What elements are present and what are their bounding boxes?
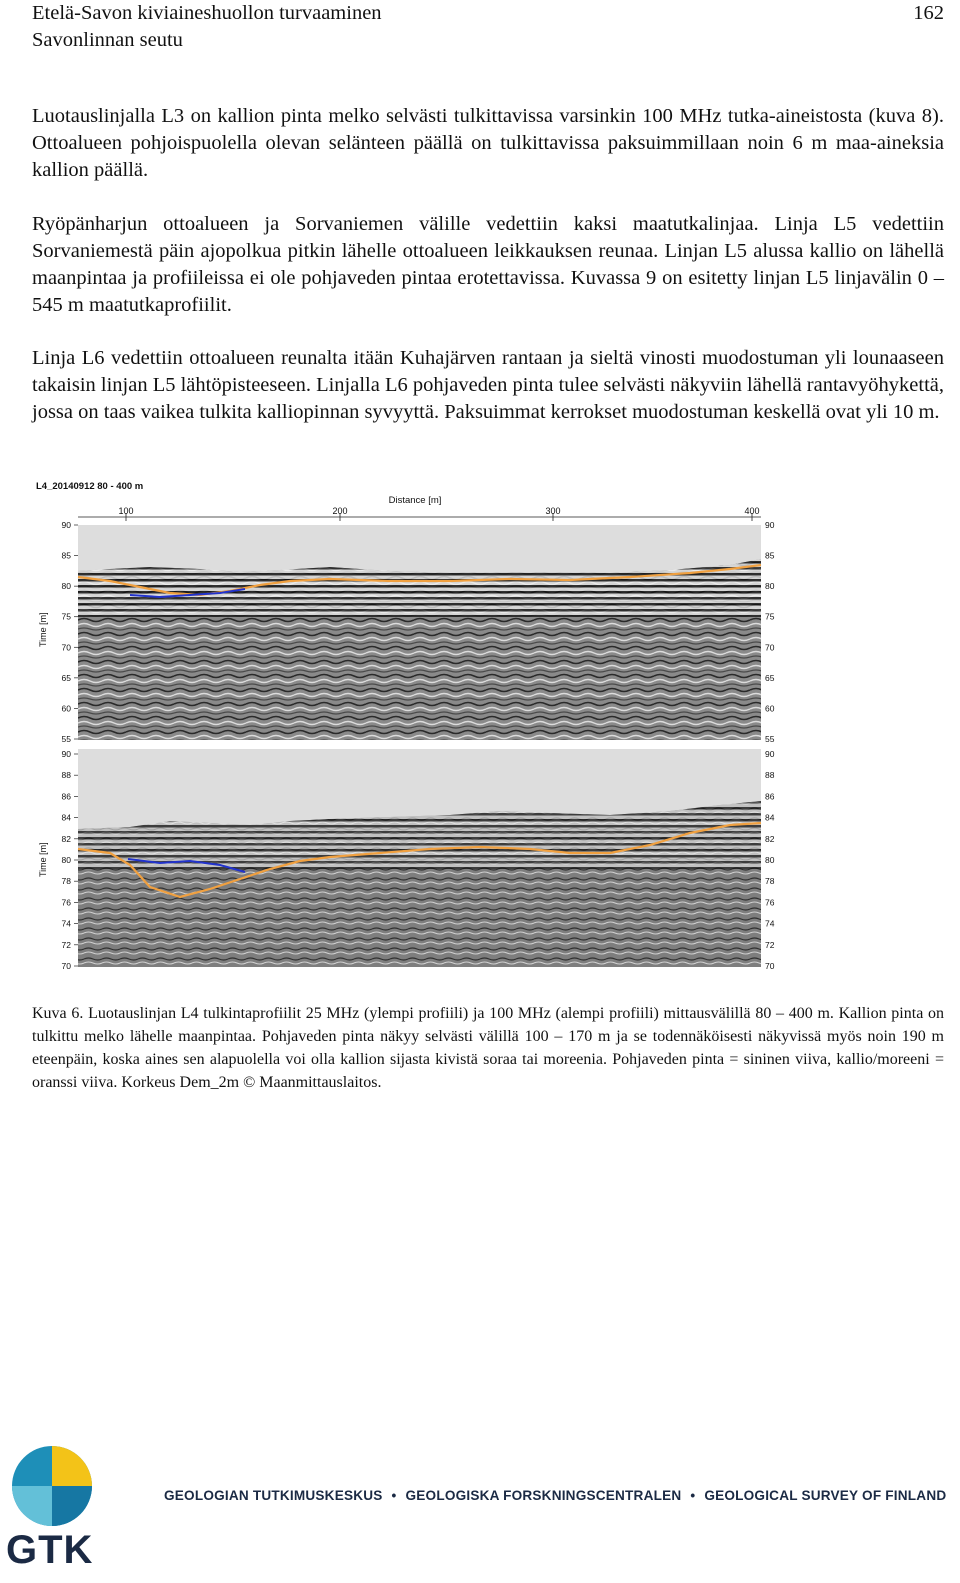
air-layer-top: [78, 525, 761, 573]
y-tick-label-right: 78: [765, 876, 775, 887]
body-paragraph-2: Ryöpänharjun ottoalueen ja Sorvaniemen välille vedettiin kaksi maatutkalinjaa. Linja L5 vedettiin Sorvaniemestä päin ajopolkua pitkin lähelle ottoalueen leikkauksen reunaa. Linjan L5 alussa kallio on lähellä maanpintaa ja profiileissa ei ole pohjaveden pintaa erotettavissa. Kuvassa 9 on esitetty linjan L5 linjavälin 0 – 545 m maatutkaprofiilit.: [32, 213, 944, 316]
x-axis-label: Distance [m]: [388, 495, 442, 506]
caption-label: Kuva 6.: [32, 1005, 84, 1022]
y-tick-label-left: 80: [61, 581, 71, 592]
y-tick-label-left: 60: [61, 703, 71, 714]
y-tick-label-right: 90: [765, 749, 775, 759]
y-tick-label-left: 72: [61, 939, 71, 950]
y-tick-label-left: 75: [61, 611, 71, 622]
y-tick-label-right: 88: [765, 770, 775, 781]
body-paragraph-3: Linja L6 vedettiin ottoalueen reunalta itään Kuhajärven rantaan ja sieltä vinosti muodostuman yli lounaaseen takaisin linjan L5 lähtöpisteeseen. Linjalla L6 pohjaveden pinta tulee selvästi näkyviin lähellä rantavyöhykettä, jossa on taas vaikea tulkita kalliopinnan syvyyttä. Paksuimmat kerrokset muodostuman keskellä ovat yli 10 m.: [32, 347, 944, 423]
y-tick-label-left: 74: [61, 918, 71, 929]
y-tick-label-right: 84: [765, 812, 775, 823]
page-footer: [0, 1440, 960, 1583]
org-separator-1: •: [391, 1488, 397, 1503]
y-tick-label-right: 86: [765, 791, 775, 802]
y-tick-label-right: 65: [765, 672, 775, 683]
y-tick-label-right: 82: [765, 833, 775, 844]
body-paragraph-1: Luotauslinjalla L3 on kallion pinta melko selvästi tulkittavissa varsinkin 100 MHz tutka-aineistosta (kuva 8). Ottoalueen pohjoispuolella olevan selänteen päällä on tulkittavissa paksuimmillaan noin 6 m maa-aineksia kallion päällä.: [32, 105, 944, 181]
y-tick-label-right: 80: [765, 581, 775, 592]
y-tick-label-right: 80: [765, 855, 775, 865]
y-tick-label-right: 55: [765, 734, 775, 744]
gpr-profile-svg: [30, 477, 790, 977]
y-tick-label-left: 76: [61, 897, 71, 908]
y-tick-label-left: 70: [61, 642, 71, 653]
org-name-fi: GEOLOGIAN TUTKIMUSKESKUS: [164, 1488, 383, 1503]
page-header: [32, 0, 944, 54]
organization-names: [164, 1488, 946, 1503]
x-tick-label: 100: [118, 506, 134, 516]
y-axis-label-bottom: Time [m]: [38, 842, 48, 877]
org-name-en: GEOLOGICAL SURVEY OF FINLAND: [704, 1488, 947, 1503]
org-separator-2: •: [690, 1488, 696, 1503]
gpr-profile-figure: [30, 477, 790, 977]
y-tick-label-left: 82: [61, 833, 71, 844]
y-tick-label-right: 74: [765, 918, 775, 929]
y-tick-label-left: 70: [61, 961, 71, 971]
figure-caption: [32, 1002, 944, 1094]
x-tick-label: 400: [744, 506, 760, 516]
x-tick-label: 300: [545, 506, 561, 516]
y-tick-label-left: 80: [61, 855, 71, 865]
y-tick-label-right: 70: [765, 961, 775, 971]
y-tick-label-left: 55: [61, 734, 71, 744]
header-title: Etelä-Savon kiviaineshuollon turvaaminen: [32, 2, 382, 24]
page-number: 162: [913, 2, 944, 24]
y-axis-label-top: Time [m]: [38, 612, 48, 647]
header-subtitle: Savonlinnan seutu: [32, 29, 183, 51]
y-tick-label-right: 70: [765, 642, 775, 653]
y-tick-label-left: 90: [61, 520, 71, 530]
y-tick-label-left: 90: [61, 749, 71, 759]
y-tick-label-right: 90: [765, 520, 775, 530]
gtk-globe-logo: [10, 1442, 100, 1532]
gtk-logo-text: GTK: [6, 1528, 94, 1572]
caption-text: Luotauslinjan L4 tulkintaprofiilit 25 MHz (ylempi profiili) ja 100 MHz (alempi profiili) mittausvälillä 80 – 400 m. Kallion pinta on tulkittu melko lähelle maanpintaa. Pohjaveden pinta näkyy selvästi välillä 100 – 170 m ja se todennäköisesti näkyvissä myös noin 190 m eteenpäin, koska aines sen alapuolella voi olla kallion sijasta kivistä soraa tai moreenia. Pohjaveden pinta = sininen viiva, kallio/moreeni = oranssi viiva. Korkeus Dem_2m © Maanmittauslaitos.: [32, 1005, 945, 1091]
y-tick-label-left: 85: [61, 550, 71, 561]
y-tick-label-left: 78: [61, 876, 71, 887]
y-tick-label-right: 85: [765, 550, 775, 561]
profile-title: L4_20140912 80 - 400 m: [36, 481, 144, 492]
y-tick-label-right: 75: [765, 611, 775, 622]
x-tick-group: [118, 506, 759, 521]
y-tick-label-right: 72: [765, 939, 775, 950]
y-tick-label-right: 60: [765, 703, 775, 714]
y-tick-label-right: 76: [765, 897, 775, 908]
y-tick-label-left: 88: [61, 770, 71, 781]
y-tick-label-left: 65: [61, 672, 71, 683]
y-tick-label-left: 86: [61, 791, 71, 802]
y-tick-label-left: 84: [61, 812, 71, 823]
org-name-sv: GEOLOGISKA FORSKNINGSCENTRALEN: [405, 1488, 682, 1503]
x-tick-label: 200: [332, 506, 348, 516]
